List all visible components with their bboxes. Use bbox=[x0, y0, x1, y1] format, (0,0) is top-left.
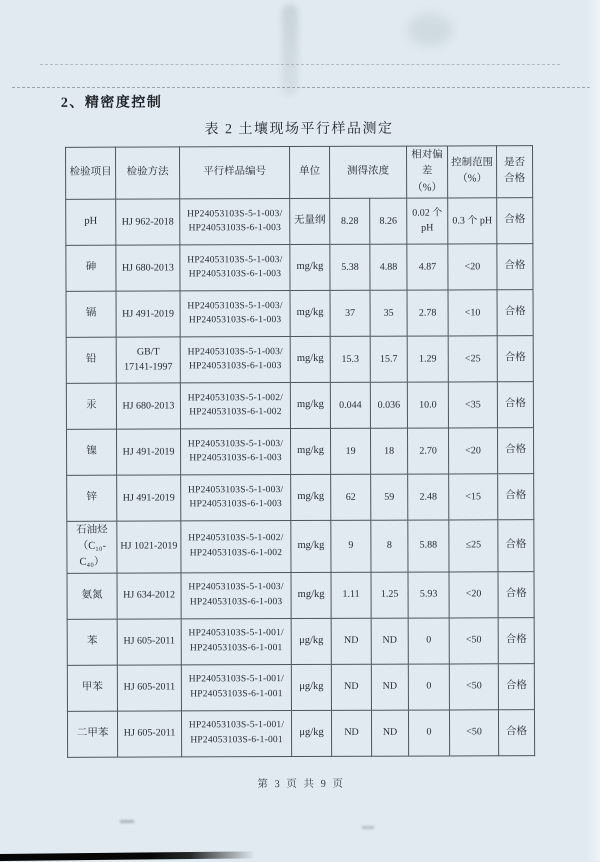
cell-range: <15 bbox=[449, 474, 498, 520]
header-method: 检验方法 bbox=[116, 147, 180, 199]
cell-unit: mg/kg bbox=[290, 382, 330, 428]
cell-method: HJ 634-2012 bbox=[117, 573, 181, 619]
cell-item: 砷 bbox=[66, 245, 116, 291]
cell-item: 苯 bbox=[67, 619, 117, 665]
cell-unit: mg/kg bbox=[291, 474, 331, 520]
cell-value-2: 4.88 bbox=[370, 244, 407, 290]
cell-method: HJ 605-2011 bbox=[117, 665, 181, 711]
cell-deviation: 1.29 bbox=[407, 336, 448, 382]
table-row bbox=[66, 243, 533, 291]
cell-method: HJ 680-2013 bbox=[116, 383, 180, 429]
cell-item: 石油烃 （C₁₀-C₄₀） bbox=[67, 521, 117, 573]
header-concentration: 测得浓度 bbox=[330, 146, 407, 198]
header-range: 控制范围 （%） bbox=[448, 146, 497, 198]
cell-qualified: 合格 bbox=[498, 617, 534, 663]
cell-qualified: 合格 bbox=[497, 381, 533, 427]
cell-unit: μg/kg bbox=[291, 710, 331, 756]
cell-item: pH bbox=[66, 199, 116, 245]
cell-range: <10 bbox=[448, 290, 497, 336]
cell-range: <35 bbox=[448, 382, 497, 428]
cell-sample-id: HP24053103S-5-1-002/ HP24053103S-6-1-002 bbox=[181, 520, 291, 572]
cell-sample-id: HP24053103S-5-1-003/ HP24053103S-6-1-003 bbox=[180, 336, 290, 382]
cell-deviation: 0 bbox=[408, 618, 449, 664]
cell-method: HJ 605-2011 bbox=[117, 619, 181, 665]
cell-item: 氨氮 bbox=[67, 573, 117, 619]
cell-value-1: 9 bbox=[331, 520, 371, 572]
header-qualified: 是否 合格 bbox=[497, 146, 533, 198]
cell-value-1: ND bbox=[331, 710, 371, 756]
cell-deviation: 2.70 bbox=[407, 428, 448, 474]
cell-qualified: 合格 bbox=[497, 243, 533, 289]
cell-unit: μg/kg bbox=[291, 618, 331, 664]
cell-value-1: ND bbox=[331, 664, 371, 710]
cell-value-1: 62 bbox=[331, 474, 371, 520]
cell-sample-id: HP24053103S-5-1-001/ HP24053103S-6-1-001 bbox=[181, 710, 291, 756]
header-sample-id: 平行样品编号 bbox=[180, 147, 290, 199]
table-row bbox=[66, 289, 533, 337]
table-row bbox=[67, 519, 534, 572]
cell-deviation: 4.87 bbox=[407, 244, 448, 290]
cell-item: 镍 bbox=[66, 429, 116, 475]
cell-value-1: 0.044 bbox=[330, 382, 370, 428]
cell-method: HJ 491-2019 bbox=[116, 291, 180, 337]
cell-unit: mg/kg bbox=[290, 244, 330, 290]
cell-item: 镉 bbox=[66, 291, 116, 337]
cell-range: <50 bbox=[449, 663, 498, 709]
cell-method: HJ 491-2019 bbox=[116, 429, 180, 475]
cell-value-1: 37 bbox=[330, 290, 370, 336]
cell-value-1: 19 bbox=[330, 428, 370, 474]
cell-value-1: 1.11 bbox=[331, 572, 371, 618]
header-item: 检验项目 bbox=[66, 147, 116, 199]
cell-range: <20 bbox=[448, 428, 497, 474]
cell-range: <20 bbox=[449, 571, 498, 617]
cell-range: <50 bbox=[449, 709, 498, 755]
cell-range: <20 bbox=[448, 244, 497, 290]
cell-unit: mg/kg bbox=[290, 336, 330, 382]
cell-unit: μg/kg bbox=[291, 664, 331, 710]
table-row bbox=[67, 663, 534, 711]
cell-value-2: 18 bbox=[370, 428, 407, 474]
page-number: 第 3 页 共 9 页 bbox=[257, 778, 346, 791]
cell-unit: 无量纲 bbox=[290, 198, 330, 244]
cell-qualified: 合格 bbox=[497, 289, 533, 335]
cell-sample-id: HP24053103S-5-1-003/ HP24053103S-6-1-003 bbox=[180, 244, 290, 290]
cell-method: HJ 1021-2019 bbox=[117, 521, 181, 573]
cell-unit: mg/kg bbox=[290, 428, 330, 474]
cell-range: ≤25 bbox=[449, 520, 498, 572]
cell-value-2: 8 bbox=[371, 520, 408, 572]
cell-deviation: 0 bbox=[408, 710, 449, 756]
cell-value-2: 8.26 bbox=[370, 198, 407, 244]
cell-deviation: 2.48 bbox=[408, 474, 449, 520]
cell-value-2: ND bbox=[371, 618, 408, 664]
table-header-row bbox=[66, 146, 533, 199]
cell-item: 二甲苯 bbox=[67, 711, 117, 757]
table-row bbox=[66, 197, 533, 245]
cell-sample-id: HP24053103S-5-1-003/ HP24053103S-6-1-003 bbox=[181, 474, 291, 520]
cell-unit: mg/kg bbox=[291, 520, 331, 572]
cell-qualified: 合格 bbox=[498, 663, 534, 709]
table-row bbox=[67, 617, 534, 665]
cell-deviation: 0 bbox=[408, 664, 449, 710]
cell-method: HJ 605-2011 bbox=[117, 711, 181, 757]
cell-qualified: 合格 bbox=[498, 519, 534, 571]
cell-sample-id: HP24053103S-5-1-001/ HP24053103S-6-1-001 bbox=[181, 618, 291, 664]
cell-value-2: ND bbox=[371, 664, 408, 710]
cell-value-1: ND bbox=[331, 618, 371, 664]
cell-item: 锌 bbox=[67, 475, 117, 521]
cell-item: 铅 bbox=[66, 337, 116, 383]
cell-value-1: 5.38 bbox=[330, 244, 370, 290]
cell-sample-id: HP24053103S-5-1-003/ HP24053103S-6-1-003 bbox=[180, 198, 290, 244]
cell-value-2: 15.7 bbox=[370, 336, 407, 382]
cell-method: HJ 491-2019 bbox=[117, 475, 181, 521]
cell-value-1: 15.3 bbox=[330, 336, 370, 382]
cell-qualified: 合格 bbox=[497, 335, 533, 381]
cell-range: <50 bbox=[449, 617, 498, 663]
table-row bbox=[66, 427, 533, 475]
table-row bbox=[66, 381, 533, 429]
cell-method: GB/T 17141-1997 bbox=[116, 337, 180, 383]
cell-qualified: 合格 bbox=[497, 197, 533, 243]
cell-deviation: 10.0 bbox=[407, 382, 448, 428]
cell-method: HJ 962-2018 bbox=[116, 199, 180, 245]
cell-value-2: 59 bbox=[371, 474, 408, 520]
cell-item: 汞 bbox=[66, 383, 116, 429]
cell-unit: mg/kg bbox=[290, 290, 330, 336]
cell-qualified: 合格 bbox=[498, 473, 534, 519]
section-heading: 2、精密度控制 bbox=[60, 95, 163, 111]
header-deviation: 相对偏差 （%） bbox=[407, 146, 448, 198]
cell-sample-id: HP24053103S-5-1-003/ HP24053103S-6-1-003 bbox=[180, 290, 290, 336]
cell-qualified: 合格 bbox=[497, 427, 533, 473]
cell-value-1: 8.28 bbox=[330, 198, 370, 244]
cell-qualified: 合格 bbox=[498, 709, 534, 755]
cell-method: HJ 680-2013 bbox=[116, 245, 180, 291]
cell-deviation: 5.93 bbox=[408, 572, 449, 618]
table-row bbox=[67, 473, 534, 521]
cell-value-2: 35 bbox=[370, 290, 407, 336]
cell-sample-id: HP24053103S-5-1-001/ HP24053103S-6-1-001 bbox=[181, 664, 291, 710]
table-title: 表 2 土壤现场平行样品测定 bbox=[204, 121, 394, 138]
cell-value-2: ND bbox=[371, 710, 408, 756]
cell-deviation: 5.88 bbox=[408, 520, 449, 572]
cell-sample-id: HP24053103S-5-1-003/ HP24053103S-6-1-003 bbox=[180, 428, 290, 474]
cell-deviation: 0.02 个 pH bbox=[407, 198, 448, 244]
parallel-sample-table bbox=[65, 145, 535, 757]
table-body bbox=[66, 197, 535, 756]
cell-range: 0.3 个 pH bbox=[448, 198, 497, 244]
table-row bbox=[67, 709, 534, 757]
cell-range: <25 bbox=[448, 336, 497, 382]
cell-item: 甲苯 bbox=[67, 665, 117, 711]
cell-qualified: 合格 bbox=[498, 571, 534, 617]
cell-value-2: 0.036 bbox=[370, 382, 407, 428]
header-unit: 单位 bbox=[290, 146, 330, 198]
cell-deviation: 2.78 bbox=[407, 290, 448, 336]
cell-unit: mg/kg bbox=[291, 572, 331, 618]
cell-value-2: 1.25 bbox=[371, 572, 408, 618]
table-row bbox=[67, 571, 534, 619]
table-row bbox=[66, 335, 533, 383]
cell-sample-id: HP24053103S-5-1-002/ HP24053103S-6-1-002 bbox=[180, 382, 290, 428]
cell-sample-id: HP24053103S-5-1-003/ HP24053103S-6-1-003 bbox=[181, 572, 291, 618]
